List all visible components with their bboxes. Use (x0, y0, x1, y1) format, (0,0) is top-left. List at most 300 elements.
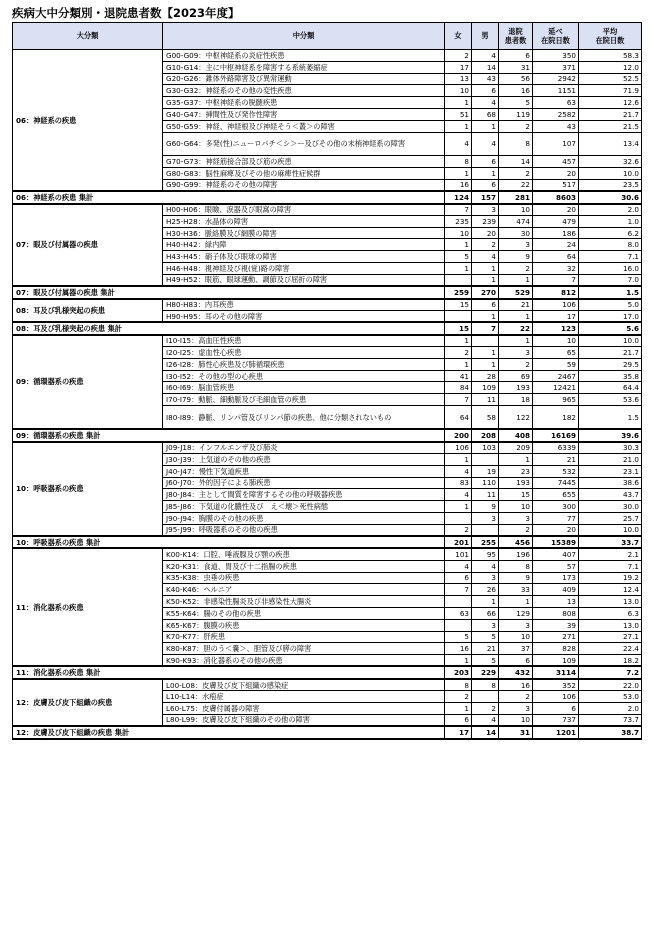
male-count-cell: 110 (472, 477, 499, 489)
subtotal-label: 07：眼及び付属器の疾患 集計 (13, 286, 445, 299)
discharged-count-cell: 16 (499, 679, 533, 691)
total-days-cell: 63 (533, 97, 579, 109)
average-days-cell: 17.0 (579, 310, 642, 322)
average-days-cell: 10.0 (579, 335, 642, 347)
minor-category-cell: G40-G47：挿間性及び発作性障害 (163, 108, 445, 120)
total-days-cell: 39 (533, 619, 579, 631)
male-count-cell: 5 (472, 631, 499, 643)
minor-category-cell: G90-G99：神経系のその他の障害 (163, 179, 445, 191)
discharged-count-cell: 1 (499, 335, 533, 347)
average-days-cell: 13.0 (579, 596, 642, 608)
table-header-row (13, 23, 642, 50)
discharged-count-cell: 21 (499, 299, 533, 311)
discharged-count-cell: 2 (499, 167, 533, 179)
discharged-count-cell: 6 (499, 655, 533, 667)
subtotal-female: 17 (445, 726, 472, 739)
male-count-cell: 1 (472, 167, 499, 179)
total-days-cell: 2942 (533, 73, 579, 85)
average-days-cell: 53.0 (579, 691, 642, 703)
total-days-cell: 655 (533, 489, 579, 501)
subtotal-discharged: 281 (499, 191, 533, 204)
total-days-cell: 808 (533, 607, 579, 619)
female-count-cell: 16 (445, 179, 472, 191)
minor-category-cell: J85-J86：下気道の化膿性及び え＜壊＞死性病態 (163, 501, 445, 513)
average-days-cell: 32.6 (579, 156, 642, 168)
male-count-cell (472, 691, 499, 703)
subtotal-total-days: 8603 (533, 191, 579, 204)
discharged-count-cell: 22 (499, 179, 533, 191)
minor-category-cell: I26-I28：肺性心疾患及び肺循環疾患 (163, 358, 445, 370)
subtotal-row (13, 536, 642, 549)
minor-category-cell: I20-I25：虚血性心疾患 (163, 347, 445, 359)
subtotal-label: 08：耳及び乳様突起の疾患 集計 (13, 322, 445, 335)
female-count-cell: 1 (445, 167, 472, 179)
subtotal-row (13, 666, 642, 679)
male-count-cell: 4 (472, 132, 499, 156)
subtotal-discharged: 432 (499, 666, 533, 679)
discharged-count-cell: 2 (499, 358, 533, 370)
average-days-cell: 23.5 (579, 179, 642, 191)
total-days-cell: 107 (533, 132, 579, 156)
male-count-cell: 1 (472, 596, 499, 608)
male-count-cell: 21 (472, 643, 499, 655)
subtotal-female: 259 (445, 286, 472, 299)
average-days-cell: 73.7 (579, 714, 642, 726)
female-count-cell: 1 (445, 501, 472, 513)
minor-category-cell: G80-G83：脳性麻痺及びその他の麻痺性症候群 (163, 167, 445, 179)
minor-category-cell: G60-G64：多発(性)ニューロパチ＜シ＞ー及びその他の末梢神経系の障害 (163, 132, 445, 156)
minor-category-cell: H80-H83：内耳疾患 (163, 299, 445, 311)
minor-category-cell: L80-L99：皮膚及び皮下組織のその他の障害 (163, 714, 445, 726)
header-total-days: 延べ 在院日数 (533, 23, 579, 50)
total-days-cell: 479 (533, 215, 579, 227)
total-days-cell: 12421 (533, 382, 579, 394)
total-days-cell: 517 (533, 179, 579, 191)
discharged-count-cell: 33 (499, 584, 533, 596)
discharged-count-cell: 3 (499, 703, 533, 715)
minor-category-cell: G70-G73：神経筋接合部及び筋の疾患 (163, 156, 445, 168)
minor-category-cell: I30-I52：その他の型の心疾患 (163, 370, 445, 382)
major-category-cell: 07：眼及び付属器の疾患 (13, 204, 163, 287)
table-row (13, 204, 642, 216)
male-count-cell: 66 (472, 607, 499, 619)
minor-category-cell: J95-J99：呼吸器系のその他の疾患 (163, 524, 445, 536)
discharged-count-cell: 10 (499, 714, 533, 726)
female-count-cell: 84 (445, 382, 472, 394)
female-count-cell: 4 (445, 560, 472, 572)
major-category-cell: 09：循環器系の疾患 (13, 335, 163, 429)
discharged-count-cell: 3 (499, 239, 533, 251)
average-days-cell: 64.4 (579, 382, 642, 394)
average-days-cell: 8.0 (579, 239, 642, 251)
minor-category-cell: H30-H36：脈絡膜及び網膜の障害 (163, 227, 445, 239)
subtotal-discharged: 529 (499, 286, 533, 299)
subtotal-average-days: 33.7 (579, 536, 642, 549)
minor-category-cell: K40-K46：ヘルニア (163, 584, 445, 596)
male-count-cell: 11 (472, 394, 499, 406)
average-days-cell: 23.1 (579, 465, 642, 477)
female-count-cell: 1 (445, 358, 472, 370)
total-days-cell: 64 (533, 251, 579, 263)
female-count-cell: 106 (445, 442, 472, 454)
major-category-cell: 06：神経系の疾患 (13, 50, 163, 192)
male-count-cell: 58 (472, 406, 499, 430)
male-count-cell (472, 335, 499, 347)
male-count-cell: 1 (472, 263, 499, 275)
average-days-cell: 10.0 (579, 167, 642, 179)
average-days-cell: 7.1 (579, 560, 642, 572)
female-count-cell: 5 (445, 251, 472, 263)
discharged-count-cell: 1 (499, 596, 533, 608)
average-days-cell: 6.2 (579, 227, 642, 239)
subtotal-label: 09：循環器系の疾患 集計 (13, 429, 445, 442)
discharged-count-cell: 6 (499, 50, 533, 62)
female-count-cell: 6 (445, 714, 472, 726)
minor-category-cell: K55-K64：腸のその他の疾患 (163, 607, 445, 619)
minor-category-cell: L00-L08：皮膚及び皮下組織の感染症 (163, 679, 445, 691)
male-count-cell: 4 (472, 50, 499, 62)
minor-category-cell: H00-H06：眼瞼、涙器及び眼窩の障害 (163, 204, 445, 216)
average-days-cell: 2.0 (579, 703, 642, 715)
minor-category-cell: H40-H42：緑内障 (163, 239, 445, 251)
female-count-cell: 7 (445, 394, 472, 406)
female-count-cell: 235 (445, 215, 472, 227)
average-days-cell: 25.7 (579, 512, 642, 524)
subtotal-average-days: 7.2 (579, 666, 642, 679)
female-count-cell: 16 (445, 643, 472, 655)
major-category-cell: 08：耳及び乳様突起の疾患 (13, 299, 163, 323)
total-days-cell: 6339 (533, 442, 579, 454)
discharged-count-cell: 1 (499, 274, 533, 286)
discharged-count-cell: 2 (499, 691, 533, 703)
minor-category-cell: K90-K93：消化器系のその他の疾患 (163, 655, 445, 667)
average-days-cell: 2.0 (579, 204, 642, 216)
minor-category-cell: G10-G14：主に中枢神経系を障害する系統萎縮症 (163, 61, 445, 73)
female-count-cell: 1 (445, 335, 472, 347)
average-days-cell: 18.2 (579, 655, 642, 667)
average-days-cell: 21.7 (579, 347, 642, 359)
female-count-cell: 1 (445, 703, 472, 715)
page-title: 疾病大中分類別・退院患者数【2023年度】 (12, 6, 240, 20)
minor-category-cell: K70-K77：肝疾患 (163, 631, 445, 643)
average-days-cell: 29.5 (579, 358, 642, 370)
subtotal-average-days: 1.5 (579, 286, 642, 299)
total-days-cell: 17 (533, 310, 579, 322)
total-days-cell: 65 (533, 347, 579, 359)
subtotal-discharged: 31 (499, 726, 533, 739)
total-days-cell: 20 (533, 204, 579, 216)
female-count-cell: 7 (445, 584, 472, 596)
discharged-count-cell: 119 (499, 108, 533, 120)
subtotal-total-days: 15389 (533, 536, 579, 549)
average-days-cell: 43.7 (579, 489, 642, 501)
subtotal-average-days: 30.6 (579, 191, 642, 204)
minor-category-cell: I80-I89：静脈、リンパ管及びリンパ節の疾患、他に分類されないもの (163, 406, 445, 430)
minor-category-cell: I70-I79：動脈、細動脈及び毛細血管の疾患 (163, 394, 445, 406)
table-row (13, 335, 642, 347)
total-days-cell: 409 (533, 584, 579, 596)
table-row (13, 679, 642, 691)
female-count-cell: 2 (445, 50, 472, 62)
subtotal-male: 157 (472, 191, 499, 204)
table-row (13, 50, 642, 62)
subtotal-row (13, 322, 642, 335)
male-count-cell: 2 (472, 703, 499, 715)
male-count-cell: 3 (472, 204, 499, 216)
discharged-count-cell: 193 (499, 477, 533, 489)
minor-category-cell: K50-K52：非感染性腸炎及び非感染性大腸炎 (163, 596, 445, 608)
average-days-cell: 10.0 (579, 524, 642, 536)
total-days-cell: 20 (533, 167, 579, 179)
total-days-cell: 173 (533, 572, 579, 584)
subtotal-row (13, 286, 642, 299)
subtotal-female: 124 (445, 191, 472, 204)
table-row (13, 442, 642, 454)
subtotal-discharged: 22 (499, 322, 533, 335)
discharged-count-cell: 474 (499, 215, 533, 227)
discharged-count-cell: 3 (499, 347, 533, 359)
male-count-cell: 3 (472, 512, 499, 524)
male-count-cell: 2 (472, 239, 499, 251)
subtotal-total-days: 16169 (533, 429, 579, 442)
total-days-cell: 13 (533, 596, 579, 608)
subtotal-discharged: 408 (499, 429, 533, 442)
male-count-cell: 239 (472, 215, 499, 227)
discharged-count-cell: 56 (499, 73, 533, 85)
average-days-cell: 53.6 (579, 394, 642, 406)
male-count-cell: 28 (472, 370, 499, 382)
minor-category-cell: J80-J84：主として間質を障害するその他の呼吸器疾患 (163, 489, 445, 501)
average-days-cell: 30.3 (579, 442, 642, 454)
discharged-count-cell: 10 (499, 631, 533, 643)
average-days-cell: 12.6 (579, 97, 642, 109)
female-count-cell: 8 (445, 156, 472, 168)
female-count-cell: 8 (445, 679, 472, 691)
female-count-cell: 13 (445, 73, 472, 85)
female-count-cell (445, 274, 472, 286)
male-count-cell: 4 (472, 714, 499, 726)
discharged-count-cell: 10 (499, 204, 533, 216)
subtotal-row (13, 191, 642, 204)
discharged-count-cell: 3 (499, 512, 533, 524)
minor-category-cell: J60-J70：外的因子による肺疾患 (163, 477, 445, 489)
discharged-count-cell: 2 (499, 120, 533, 132)
total-days-cell: 10 (533, 335, 579, 347)
discharged-count-cell: 5 (499, 97, 533, 109)
average-days-cell: 21.0 (579, 453, 642, 465)
total-days-cell: 965 (533, 394, 579, 406)
discharge-table (12, 22, 642, 740)
male-count-cell: 1 (472, 274, 499, 286)
header-dai: 大分類 (13, 23, 163, 50)
average-days-cell: 27.1 (579, 631, 642, 643)
female-count-cell: 51 (445, 108, 472, 120)
subtotal-male: 7 (472, 322, 499, 335)
male-count-cell: 1 (472, 310, 499, 322)
male-count-cell: 4 (472, 560, 499, 572)
discharged-count-cell: 14 (499, 156, 533, 168)
male-count-cell: 5 (472, 655, 499, 667)
male-count-cell: 3 (472, 619, 499, 631)
discharged-count-cell: 2 (499, 524, 533, 536)
total-days-cell: 457 (533, 156, 579, 168)
male-count-cell (472, 453, 499, 465)
header-chu: 中分類 (163, 23, 445, 50)
minor-category-cell: G00-G09：中枢神経系の炎症性疾患 (163, 50, 445, 62)
major-category-cell: 10：呼吸器系の疾患 (13, 442, 163, 536)
female-count-cell (445, 619, 472, 631)
average-days-cell: 12.0 (579, 61, 642, 73)
total-days-cell: 20 (533, 524, 579, 536)
average-days-cell: 7.0 (579, 274, 642, 286)
minor-category-cell: H43-H45：硝子体及び眼球の障害 (163, 251, 445, 263)
subtotal-total-days: 1201 (533, 726, 579, 739)
discharged-count-cell: 196 (499, 548, 533, 560)
total-days-cell: 7445 (533, 477, 579, 489)
average-days-cell: 13.0 (579, 619, 642, 631)
total-days-cell: 352 (533, 679, 579, 691)
total-days-cell: 2582 (533, 108, 579, 120)
male-count-cell: 8 (472, 679, 499, 691)
female-count-cell: 5 (445, 631, 472, 643)
average-days-cell: 1.0 (579, 215, 642, 227)
female-count-cell (445, 310, 472, 322)
minor-category-cell: K20-K31：食道、胃及び十二指腸の疾患 (163, 560, 445, 572)
female-count-cell (445, 512, 472, 524)
discharged-count-cell: 30 (499, 227, 533, 239)
male-count-cell: 43 (472, 73, 499, 85)
female-count-cell: 2 (445, 691, 472, 703)
male-count-cell: 20 (472, 227, 499, 239)
total-days-cell: 43 (533, 120, 579, 132)
subtotal-female: 15 (445, 322, 472, 335)
total-days-cell: 737 (533, 714, 579, 726)
discharged-count-cell: 10 (499, 501, 533, 513)
discharged-count-cell: 9 (499, 572, 533, 584)
subtotal-label: 11：消化器系の疾患 集計 (13, 666, 445, 679)
subtotal-discharged: 456 (499, 536, 533, 549)
average-days-cell: 52.5 (579, 73, 642, 85)
female-count-cell: 15 (445, 299, 472, 311)
discharged-count-cell: 209 (499, 442, 533, 454)
subtotal-male: 14 (472, 726, 499, 739)
discharged-count-cell: 129 (499, 607, 533, 619)
male-count-cell (472, 524, 499, 536)
female-count-cell: 6 (445, 572, 472, 584)
discharged-count-cell: 193 (499, 382, 533, 394)
subtotal-male: 208 (472, 429, 499, 442)
average-days-cell: 13.4 (579, 132, 642, 156)
total-days-cell: 106 (533, 691, 579, 703)
total-days-cell: 407 (533, 548, 579, 560)
subtotal-female: 200 (445, 429, 472, 442)
minor-category-cell: H46-H48：視神経及び視(覚)路の障害 (163, 263, 445, 275)
minor-category-cell: I10-I15：高血圧性疾患 (163, 335, 445, 347)
minor-category-cell: H25-H28：水晶体の障害 (163, 215, 445, 227)
subtotal-total-days: 812 (533, 286, 579, 299)
discharged-count-cell: 8 (499, 132, 533, 156)
average-days-cell: 38.6 (579, 477, 642, 489)
discharged-count-cell: 1 (499, 310, 533, 322)
discharged-count-cell: 37 (499, 643, 533, 655)
male-count-cell: 14 (472, 61, 499, 73)
male-count-cell: 9 (472, 501, 499, 513)
average-days-cell: 2.1 (579, 548, 642, 560)
total-days-cell: 106 (533, 299, 579, 311)
total-days-cell: 57 (533, 560, 579, 572)
average-days-cell: 21.5 (579, 120, 642, 132)
minor-category-cell: K80-K87：胆のう＜嚢＞、胆管及び膵の障害 (163, 643, 445, 655)
female-count-cell: 10 (445, 85, 472, 97)
female-count-cell: 2 (445, 347, 472, 359)
total-days-cell: 828 (533, 643, 579, 655)
male-count-cell: 6 (472, 85, 499, 97)
male-count-cell: 4 (472, 251, 499, 263)
header-female: 女 (445, 23, 472, 50)
total-days-cell: 7 (533, 274, 579, 286)
subtotal-average-days: 39.6 (579, 429, 642, 442)
total-days-cell: 2467 (533, 370, 579, 382)
female-count-cell: 7 (445, 204, 472, 216)
female-count-cell: 1 (445, 453, 472, 465)
total-days-cell: 109 (533, 655, 579, 667)
subtotal-row (13, 726, 642, 739)
male-count-cell: 68 (472, 108, 499, 120)
discharged-count-cell: 69 (499, 370, 533, 382)
average-days-cell: 22.4 (579, 643, 642, 655)
average-days-cell: 58.3 (579, 50, 642, 62)
total-days-cell: 371 (533, 61, 579, 73)
minor-category-cell: I60-I69：脳血管疾患 (163, 382, 445, 394)
discharged-count-cell: 3 (499, 619, 533, 631)
female-count-cell: 1 (445, 655, 472, 667)
total-days-cell: 6 (533, 703, 579, 715)
average-days-cell: 7.1 (579, 251, 642, 263)
male-count-cell: 109 (472, 382, 499, 394)
average-days-cell: 35.8 (579, 370, 642, 382)
subtotal-male: 255 (472, 536, 499, 549)
total-days-cell: 300 (533, 501, 579, 513)
minor-category-cell: K00-K14：口腔、唾液腺及び顎の疾患 (163, 548, 445, 560)
female-count-cell: 101 (445, 548, 472, 560)
minor-category-cell: G30-G32：神経系のその他の変性疾患 (163, 85, 445, 97)
total-days-cell: 182 (533, 406, 579, 430)
female-count-cell: 1 (445, 97, 472, 109)
discharged-count-cell: 31 (499, 61, 533, 73)
subtotal-male: 270 (472, 286, 499, 299)
header-male: 男 (472, 23, 499, 50)
female-count-cell: 4 (445, 489, 472, 501)
discharged-count-cell: 18 (499, 394, 533, 406)
header-discharged: 退院 患者数 (499, 23, 533, 50)
male-count-cell: 1 (472, 358, 499, 370)
discharged-count-cell: 9 (499, 251, 533, 263)
female-count-cell: 4 (445, 465, 472, 477)
table-row (13, 548, 642, 560)
minor-category-cell: G35-G37：中枢神経系の脱髄疾患 (163, 97, 445, 109)
average-days-cell: 30.0 (579, 501, 642, 513)
female-count-cell: 4 (445, 132, 472, 156)
male-count-cell: 19 (472, 465, 499, 477)
total-days-cell: 186 (533, 227, 579, 239)
total-days-cell: 21 (533, 453, 579, 465)
female-count-cell: 41 (445, 370, 472, 382)
subtotal-average-days: 5.6 (579, 322, 642, 335)
minor-category-cell: L10-L14：水疱症 (163, 691, 445, 703)
total-days-cell: 59 (533, 358, 579, 370)
average-days-cell: 19.2 (579, 572, 642, 584)
total-days-cell: 271 (533, 631, 579, 643)
